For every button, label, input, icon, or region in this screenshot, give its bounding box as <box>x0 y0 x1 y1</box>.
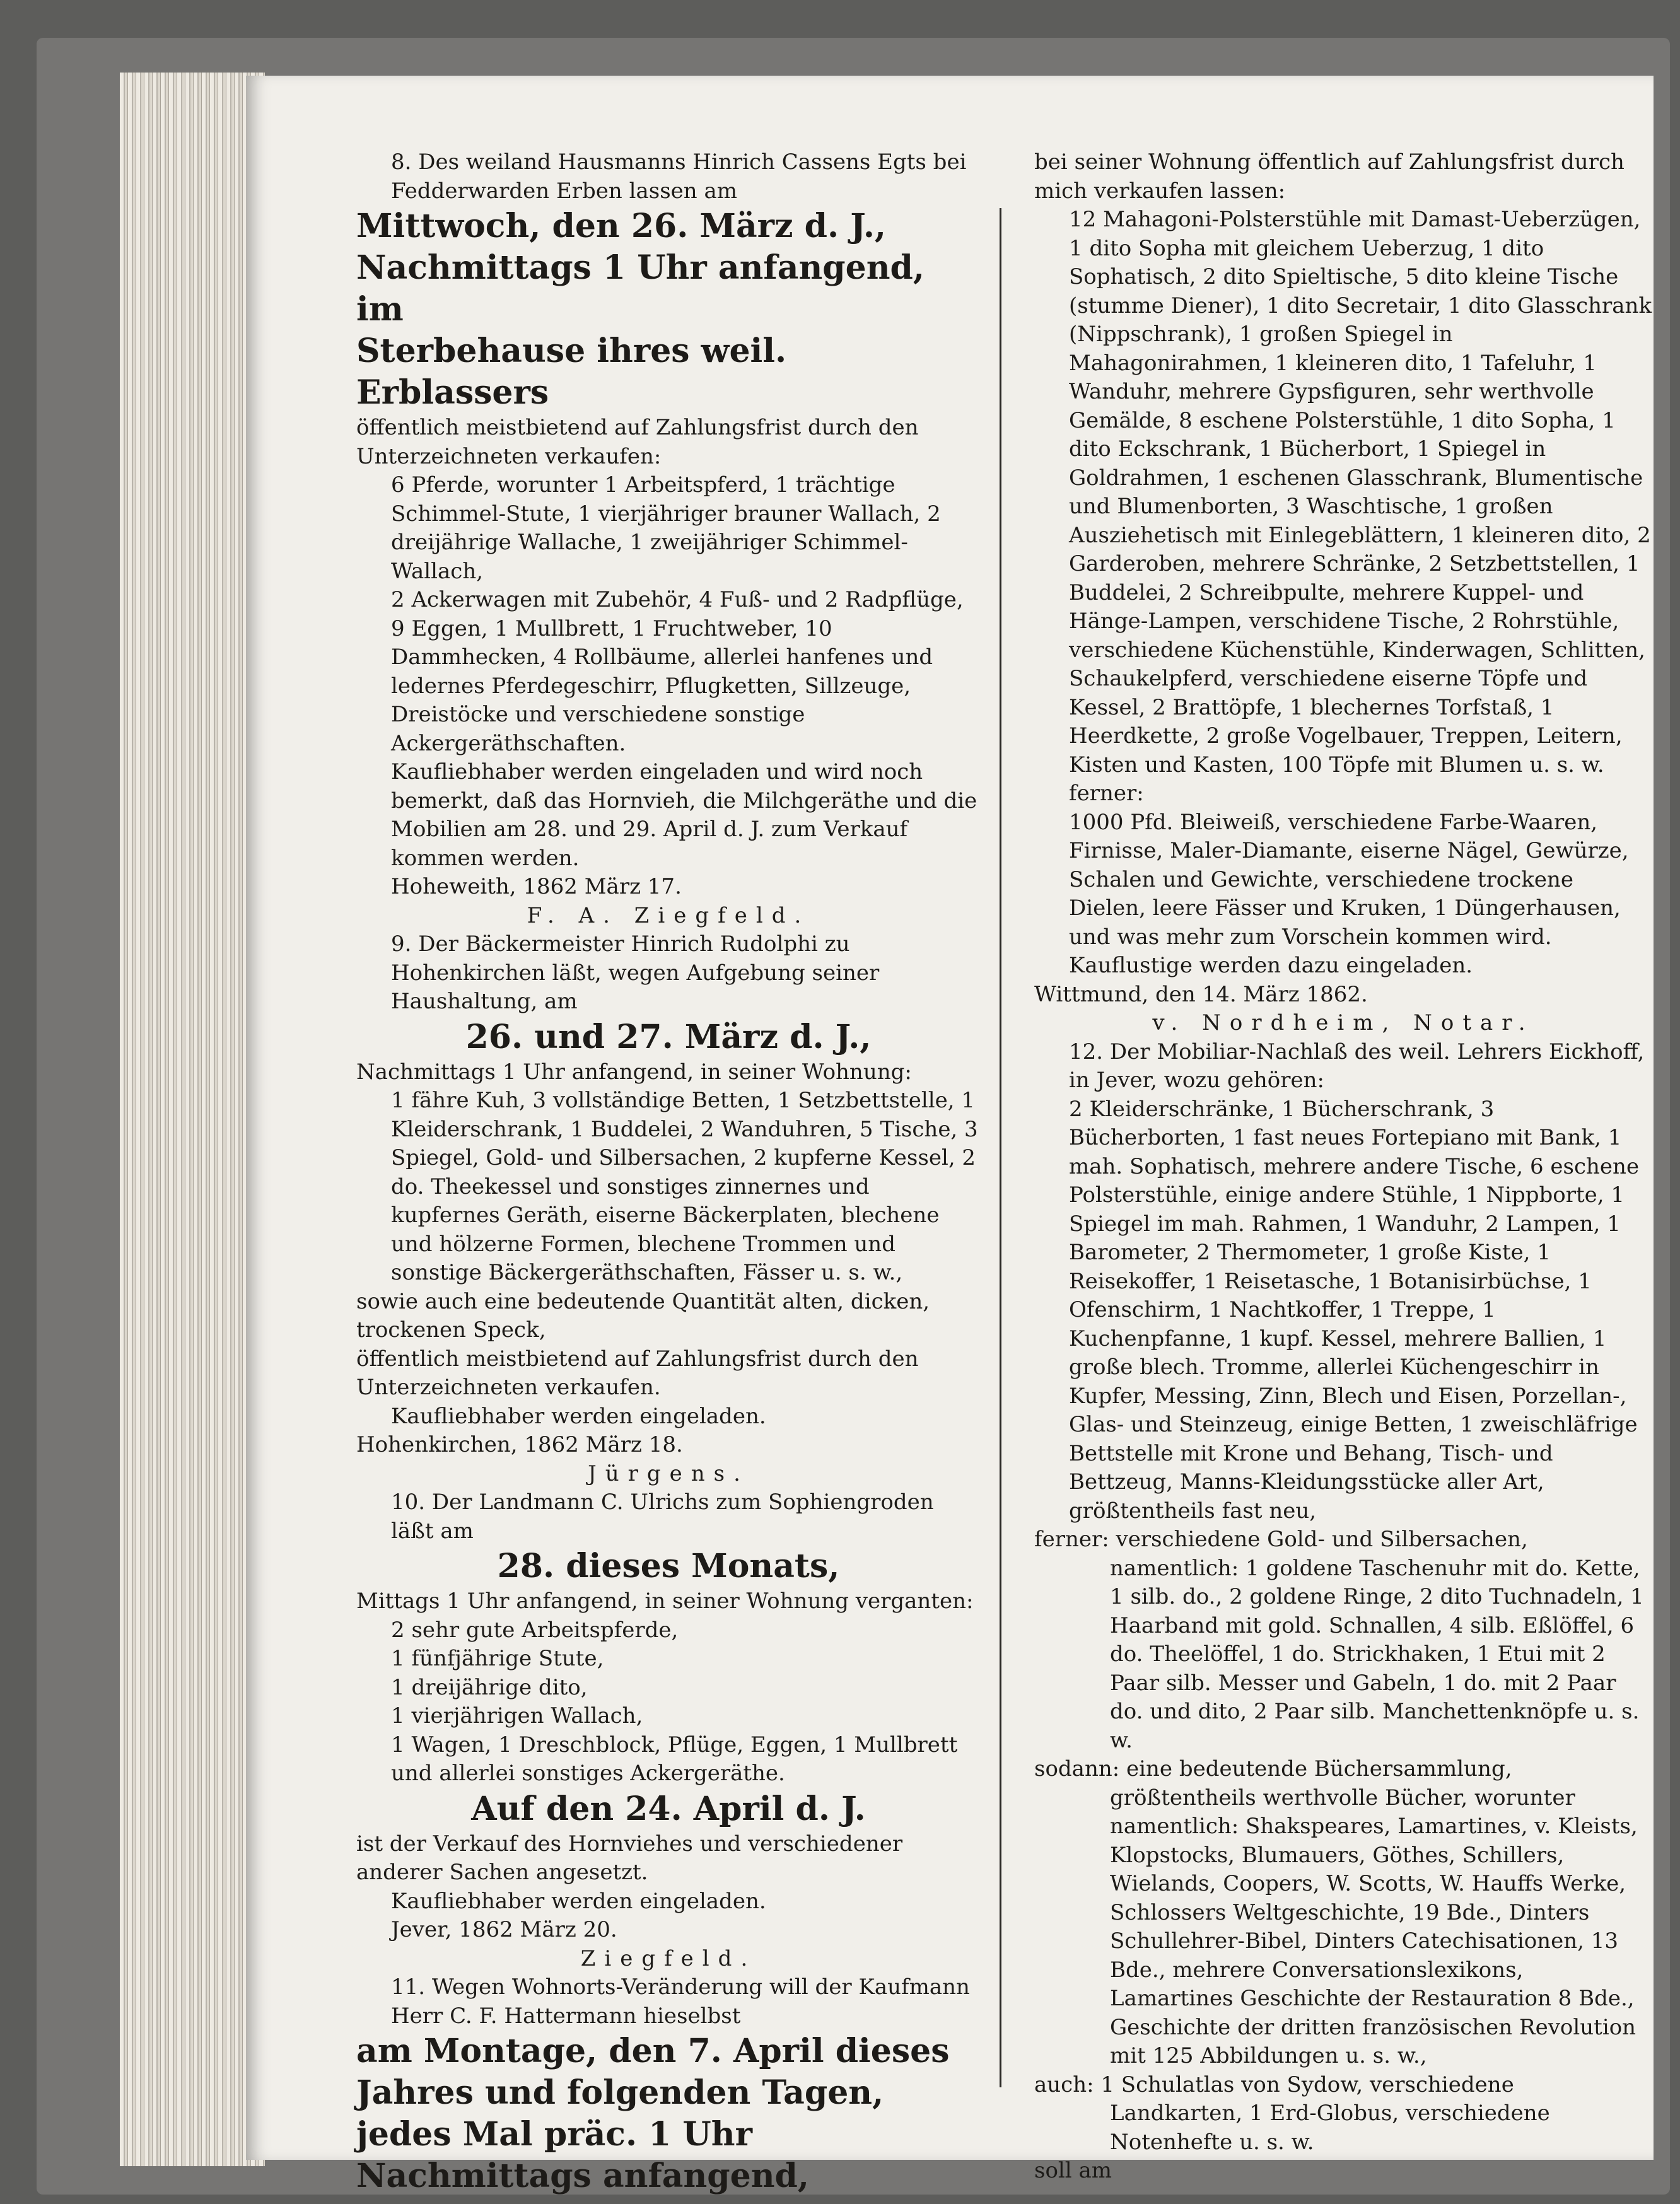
notice-text: Kaufliebhaber werden eingeladen. <box>391 1888 766 1914</box>
notice-headline: Auf den 24. April d. J. <box>471 1789 866 1828</box>
notice-text: sowie auch eine bedeutende Quantität alten, dicken, trockenen Speck, <box>356 1288 930 1343</box>
notice-intro: 11. Wegen Wohnorts-Veränderung will der Kaufmann Herr C. F. Hattermann hieselbst <box>391 1974 970 2029</box>
notice-signature: Jürgens. <box>588 1461 749 1486</box>
notice-headline: 26. und 27. März d. J., <box>465 1017 872 1056</box>
notice-11 <box>356 1973 981 2197</box>
list-item: 1 vierjährigen Wallach, <box>391 1703 643 1729</box>
notice-text: Kaufliebhaber werden eingeladen. <box>391 1403 766 1429</box>
notice-items: 2 Kleiderschränke, 1 Bücherschrank, 3 Bücherborten, 1 fast neues Fortepiano mit Bank, 1 mah. Sophatisch, mehrere andere Tische, 6 eschene Polsterstühle, einige andere Stühle, 1 Nippborte, 1 Spiegel im mah. Rahmen, 1 Wanduhr, 2 Lampen, 1 Barometer, 2 Thermometer, 1 große Kiste, 1 Reisekoffer, 1 Reisetasche, 1 Botanisirbüchse, 1 Ofenschirm, 1 Nachtkoffer, 1 Treppe, 1 Kuchenpfanne, 1 kupf. Kessel, mehrere Ballien, 1 große blech. Tromme, allerlei Küchengeschirr in Kupfer, Messing, Zinn, Blech und Eisen, Porzellan-, Glas- und Steinzeug, einige Betten, 1 zweischläfrige Bettstelle mit Krone und Behang, Tisch- und Bettzeug, Manns-Kleidungsstücke aller Art, größtentheils fast neu, <box>1069 1096 1640 1524</box>
left-column <box>356 148 981 2197</box>
notice-items: auch: 1 Schulatlas von Sydow, verschiedene Landkarten, 1 Erd-Globus, verschiedene Notenhefte u. s. w. <box>1034 2072 1550 2155</box>
notice-8 <box>356 148 981 930</box>
notice-date: Hohenkirchen, 1862 März 18. <box>356 1432 683 1457</box>
list-item: 1 dreijährige dito, <box>391 1674 588 1700</box>
list-item: 1 Wagen, 1 Dreschblock, Pflüge, Eggen, 1 Mullbrett und allerlei sonstiges Ackergeräthe. <box>391 1732 958 1786</box>
notice-date: Wittmund, den 14. März 1862. <box>1034 981 1368 1007</box>
notice-text: Kauflustige werden dazu eingeladen. <box>1069 953 1473 978</box>
notice-11-continued <box>1034 148 1652 1038</box>
notice-text: ist der Verkauf des Hornviehes und verschiedener anderer Sachen angesetzt. <box>356 1831 903 1885</box>
notice-date: Jever, 1862 März 20. <box>391 1917 617 1942</box>
notice-items: 6 Pferde, worunter 1 Arbeitspferd, 1 trächtige Schimmel-Stute, 1 vierjähriger brauner Wallach, 2 dreijährige Wallache, 1 zweijähriger Schimmel-Wallach, <box>391 472 941 584</box>
notice-text: Kaufliebhaber werden eingeladen und wird noch bemerkt, daß das Hornvieh, die Milchgeräthe und die Mobilien am 28. und 29. April d. J. zum Verkauf kommen werden. <box>391 759 977 871</box>
notice-items: 12 Mahagoni-Polsterstühle mit Damast-Ueberzügen, 1 dito Sopha mit gleichem Ueberzug, 1 dito Sophatisch, 2 dito Spieltische, 5 dito kleine Tische (stumme Diener), 1 dito Secretair, 1 dito Glasschrank (Nippschrank), 1 großen Spiegel in Mahagonirahmen, 1 kleineren dito, 1 Tafeluhr, 1 Wanduhr, mehrere Gypsfiguren, sehr werthvolle Gemälde, 8 eschene Polsterstühle, 1 dito Sopha, 1 dito Eckschrank, 1 Bücherbort, 1 Spiegel in Goldrahmen, 1 eschenen Glasschrank, Blumentische und Blumenborten, 3 Waschtische, 1 großen Ausziehetisch mit Einlegeblättern, 1 kleineren dito, 2 Garderoben, mehrere Schränke, 2 Setzbettstellen, 1 Buddelei, 2 Schreibpulte, mehrere Kuppel- und Hänge-Lampen, verschidene Tische, 2 Rohrstühle, verschiedene Küchenstühle, Kinderwagen, Schlitten, Schaukelpferd, verschiedene eiserne Töpfe und Kessel, 2 Brattöpfe, 1 blechernes Torfstaß, 1 Heerdkette, 2 große Vogelbauer, Treppen, Leitern, Kisten und Kasten, 100 Töpfe mit Blumen u. s. w. <box>1069 207 1652 778</box>
notice-headline: Nachmittags 1 Uhr anfangend, im <box>356 248 925 329</box>
notice-text: öffentlich meistbietend auf Zahlungsfrist durch den Unterzeichneten verkaufen: <box>356 415 919 469</box>
notice-items: ferner: verschiedene Gold- und Silbersachen, namentlich: 1 goldene Taschenuhr mit do. Kette, 1 silb. do., 2 goldene Ringe, 2 dito Tuchnadeln, 1 Haarband mit gold. Schnallen, 4 silb. Eßlöffel, 6 do. Theelöffel, 1 do. Strickhaken, 1 Etui mit 2 Paar silb. Messer und Gabeln, 1 do. mit 2 Paar do. und dito, 2 Paar silb. Manchettenknöpfe u. s. w. <box>1034 1527 1644 1753</box>
list-item: 1 fünfjährige Stute, <box>391 1646 604 1671</box>
notice-headline: am Montage, den 7. April dieses Jahres und folgenden Tagen, jedes Mal präc. 1 Uhr Nachmittags anfangend, <box>356 2032 950 2195</box>
notice-text: öffentlich meistbietend auf Zahlungsfrist durch den Unterzeichneten verkaufen. <box>356 1346 919 1400</box>
notice-intro: 8. Des weiland Hausmanns Hinrich Cassens Egts bei Fedderwarden Erben lassen am <box>391 149 967 204</box>
notice-items: 1000 Pfd. Bleiweiß, verschiedene Farbe-Waaren, Firnisse, Maler-Diamante, eiserne Nägel, Gewürze, Schalen und Gewichte, verschiedene trockene Dielen, leere Fässer und Kruken, 1 Düngerhausen, und was mehr zum Vorschein kommen wird. <box>1069 809 1629 950</box>
notice-date: Hoheweith, 1862 März 17. <box>391 874 682 899</box>
notice-intro: 9. Der Bäckermeister Hinrich Rudolphi zu Hohenkirchen läßt, wegen Aufgebung seiner Haushaltung, am <box>391 931 880 1014</box>
notice-items: 2 Ackerwagen mit Zubehör, 4 Fuß- und 2 Radpflüge, 9 Eggen, 1 Mullbrett, 1 Fruchtweber, 10 Dammhecken, 4 Rollbäume, allerlei hanfenes und ledernes Pferdegeschirr, Pflugketten, Sillzeuge, Dreistöcke und verschiedene sonstige Ackergeräthschaften. <box>391 587 964 756</box>
notice-text: soll am <box>1034 2158 1112 2183</box>
notice-signature: Ziegfeld. <box>580 1945 757 1971</box>
notice-headline: 28. dieses Monats, <box>497 1547 840 1585</box>
notice-intro: 10. Der Landmann C. Ulrichs zum Sophiengroden läßt am <box>391 1490 934 1544</box>
notice-9 <box>356 930 981 1488</box>
list-item: 2 sehr gute Arbeitspferde, <box>391 1617 679 1643</box>
notice-text: bei seiner Wohnung öffentlich auf Zahlungsfrist durch mich verkaufen lassen: <box>1034 149 1625 204</box>
notice-signature: F. A. Ziegfeld. <box>527 902 810 928</box>
notice-headline: Mittwoch, den 26. März d. J., <box>356 207 887 245</box>
column-divider <box>1000 208 1001 2087</box>
notice-12 <box>1034 1038 1652 2186</box>
notice-items: 1 fähre Kuh, 3 vollständige Betten, 1 Setzbettstelle, 1 Kleiderschrank, 1 Buddelei, 2 Wanduhren, 5 Tische, 3 Spiegel, Gold- und Silbersachen, 2 kupferne Kessel, 2 do. Theekessel und sonstiges zinnernes und kupfernes Geräth, eiserne Bäckerplaten, blechene und hölzerne Formen, blechene Trommen und sonstige Bäckergeräthschaften, Fässer u. s. w., <box>391 1088 978 1285</box>
notice-items: sodann: eine bedeutende Büchersammlung, größtentheils werthvolle Bücher, worunter namentlich: Shakspeares, Lamartines, v. Kleists, Klopstocks, Blumauers, Göthes, Schillers, Wielands, Coopers, W. Scotts, W. Hauffs Werke, Schlossers Weltgeschichte, 19 Bde., Dinters Schullehrer-Bibel, Dinters Catechisationen, 13 Bde., mehrere Conversationslexikons, Lamartines Geschichte der Restauration 8 Bde., Geschichte der dritten französischen Revolution mit 125 Abbildungen u. s. w., <box>1034 1756 1638 2068</box>
notice-headline: Sterbehause ihres weil. Erblassers <box>356 332 787 412</box>
right-column <box>1034 148 1652 2186</box>
notice-label: ferner: <box>1069 781 1144 806</box>
notice-signature: v. Nordheim, Notar. <box>1152 1010 1534 1035</box>
notice-text: Nachmittags 1 Uhr anfangend, in seiner Wohnung: <box>356 1059 912 1085</box>
page-edges <box>120 73 265 2166</box>
notice-10 <box>356 1488 981 1973</box>
notice-text: Mittags 1 Uhr anfangend, in seiner Wohnung verganten: <box>356 1589 974 1614</box>
notice-intro: 12. Der Mobiliar-Nachlaß des weil. Lehrers Eickhoff, in Jever, wozu gehören: <box>1069 1039 1645 1093</box>
